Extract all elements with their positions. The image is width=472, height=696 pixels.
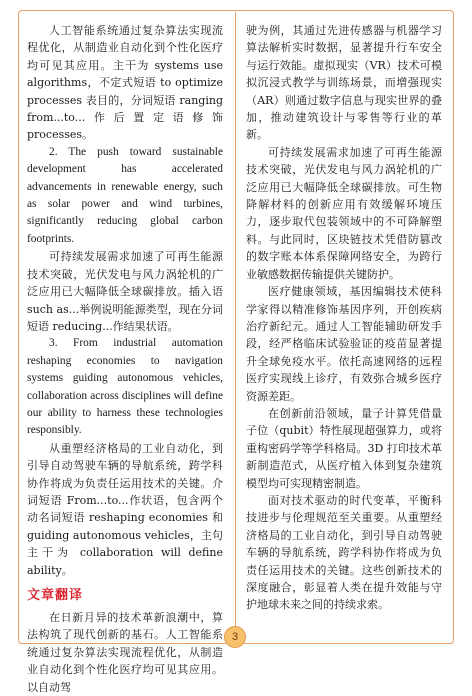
page-number: 3 xyxy=(231,631,239,643)
paragraph-3-translation: 从重塑经济格局的工业自动化，到引导自动驾驶车辆的导航系统，跨学科协作将成为负责任运用技术的关键。介词短语 From...to...作状语，包含两个动名词短语 reshaping economies 和 guiding autonomous vehicles，主句主干为 collaboration will define ability。 xyxy=(27,441,223,577)
translation-paragraph-1-cont: 驶为例，其通过先进传感器与机器学习算法解析实时数据，显著提升行车安全与运行效能。虚拟现实（VR）技术可模拟沉浸式教学与训练场景，而增强现实（AR）则通过数字信息与现实世界的叠加，推动建筑设计与零售等行业的革新。 xyxy=(246,24,442,142)
translation-paragraph-3: 医疗健康领域，基因编辑技术使科学家得以精准修饰基因序列，开创疾病治疗新纪元。通过人工智能辅助研发手段，经严格临床试验验证的疫苗显著提升全球免疫水平。依托高速网络的远程医疗实现线上诊疗，有效弥合城乡医疗资源差距。 xyxy=(246,285,442,403)
paragraph-1: 人工智能系统通过复杂算法实现流程优化，从制造业自动化到个性化医疗均可见其应用。主干为 systems use algorithms，不定式短语 to optimize processes 表目的，分词短语 ranging from...to...作后置定语修饰 processes。 xyxy=(27,24,223,142)
translation-paragraph-1: 在日新月异的技术革新浪潮中，算法构筑了现代创新的基石。人工智能系统通过复杂算法实现流程优化，从制造业自动化到个性化医疗均可见其应用。以自动驾 xyxy=(27,611,223,694)
example-sentence-2: 2. The push toward sustainable development has accelerated advancements in renewable energy, such as solar power and wind turbines, significantly reducing global carbon footprints. xyxy=(27,145,223,245)
column-divider xyxy=(235,12,236,642)
left-column xyxy=(27,22,223,696)
right-column xyxy=(246,22,442,614)
translation-paragraph-4: 在创新前沿领域，量子计算凭借量子位（qubit）特性展现超强算力，或将重构密码学等学科格局。3D 打印技术革新制造范式，从医疗植入体到复杂建筑模型均可实现精密制造。 xyxy=(246,406,442,490)
paragraph-2-translation: 可持续发展需求加速了可再生能源技术突破，光伏发电与风力涡轮机的广泛应用已大幅降低全球碳排放。插入语 such as...举例说明能源类型，现在分词短语 reducing...作结果状语。 xyxy=(27,250,223,333)
page-number-badge xyxy=(224,626,246,648)
section-title-translation: 文章翻译 xyxy=(27,588,84,603)
example-sentence-3: 3. From industrial automation reshaping economies to navigation systems guiding autonomous vehicles, collaboration across disciplines will define our ability to harness these technologies responsibly. xyxy=(27,337,223,437)
translation-paragraph-2: 可持续发展需求加速了可再生能源技术突破，光伏发电与风力涡轮机的广泛应用已大幅降低全球碳排放。可生物降解材料的创新应用有效缓解环境压力，逐步取代包装领域中的不可降解塑料。与此同时，区块链技术凭借防篡改的数字账本体系保障网络安全，为跨行业敏感数据传输提供关键防护。 xyxy=(246,145,442,281)
translation-paragraph-5: 面对技术驱动的时代变革，平衡科技进步与伦理规范至关重要。从重塑经济格局的工业自动化，到引导自动驾驶车辆的导航系统，跨学科协作将成为负责任运用技术的关键。这些创新技术的深度融合，彰显着人类在提升效能与守护地球未来之间的持续求索。 xyxy=(246,493,442,612)
